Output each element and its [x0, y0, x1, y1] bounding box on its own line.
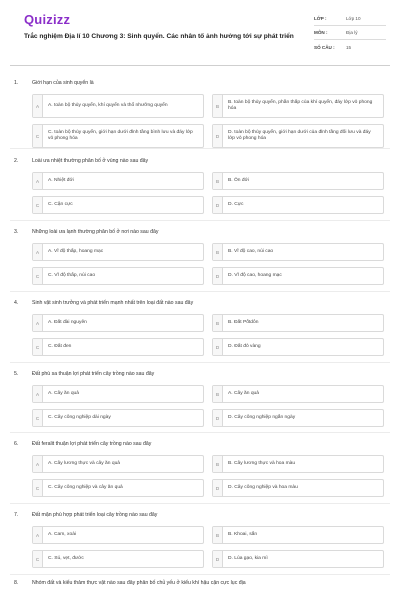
- option-text: C. Đất đen: [48, 343, 72, 349]
- question-7: [10, 512, 390, 562]
- option-d[interactable]: [212, 196, 384, 214]
- option-letter: A: [33, 173, 43, 189]
- question-8: [10, 580, 390, 588]
- question-text: Những loài ưa lạnh thường phân bố ở nơi nào sau đây: [32, 229, 159, 235]
- option-letter: B: [213, 315, 223, 331]
- question-number: 7.: [14, 512, 19, 518]
- meta-row-count: [314, 40, 386, 54]
- option-text: A. Vĩ độ thấp, hoang mạc: [48, 248, 104, 254]
- option-c[interactable]: [32, 267, 204, 285]
- meta-row-subject: [314, 26, 386, 40]
- option-letter: D: [213, 410, 223, 426]
- option-a[interactable]: [32, 243, 204, 261]
- option-letter: B: [213, 173, 223, 189]
- option-a[interactable]: [32, 314, 204, 332]
- question-number: 6.: [14, 441, 19, 447]
- option-a[interactable]: [32, 455, 204, 473]
- option-text: C. Cây công nghiệp và cây ăn quả: [48, 484, 123, 490]
- option-letter: B: [213, 244, 223, 260]
- meta-value: Lớp 10: [346, 16, 361, 21]
- quizizz-logo: Quizizz: [24, 12, 71, 27]
- option-text: A. toàn bộ thủy quyển, khí quyển và thổ nhưỡng quyển: [48, 102, 168, 108]
- option-letter: C: [33, 480, 43, 496]
- option-text: B. Đất Pốtdôn: [228, 319, 259, 325]
- question-text: Giới hạn của sinh quyển là: [32, 80, 94, 86]
- option-text: D. Cây công nghiệp ngắn ngày: [228, 414, 296, 420]
- option-text: D. Vĩ độ cao, hoang mạc: [228, 272, 282, 278]
- option-text: B. Cây lương thực và hoa màu: [228, 460, 296, 466]
- question-1: [10, 80, 390, 141]
- option-c[interactable]: [32, 338, 204, 356]
- option-d[interactable]: [212, 124, 384, 148]
- option-letter: B: [213, 95, 223, 117]
- question-number: 1.: [14, 80, 19, 86]
- option-b[interactable]: [212, 385, 384, 403]
- option-text: D. Đất đỏ vàng: [228, 343, 261, 349]
- meta-row-class: [314, 12, 386, 26]
- question-number: 8.: [14, 580, 19, 586]
- option-d[interactable]: [212, 409, 384, 427]
- option-letter: D: [213, 125, 223, 147]
- option-letter: A: [33, 456, 43, 472]
- option-text: C. toàn bộ thủy quyển, giới hạn dưới đỉnh tầng bình lưu và đáy lớp vỏ phong hóa: [48, 129, 193, 141]
- option-d[interactable]: [212, 338, 384, 356]
- option-letter: D: [213, 268, 223, 284]
- option-letter: A: [33, 244, 43, 260]
- option-text: D. Lúa gạo, kia mì: [228, 555, 268, 561]
- meta-table: [314, 12, 386, 54]
- option-letter: D: [213, 197, 223, 213]
- quiz-header: [10, 0, 390, 66]
- option-letter: C: [33, 339, 43, 355]
- option-letter: C: [33, 125, 43, 147]
- question-number: 2.: [14, 158, 19, 164]
- option-letter: D: [213, 551, 223, 567]
- option-letter: C: [33, 410, 43, 426]
- question-text: Nhóm đất và kiểu thảm thực vật nào sau đây phân bố chủ yếu ở kiểu khí hậu cận cực lục địa: [32, 580, 246, 586]
- option-text: C. Vĩ độ thấp, núi cao: [48, 272, 96, 278]
- question-5: [10, 371, 390, 421]
- question-text: Đất mặn phù hợp phát triển loại cây trồng nào sau đây: [32, 512, 158, 518]
- option-letter: C: [33, 551, 43, 567]
- option-a[interactable]: [32, 94, 204, 118]
- question-number: 3.: [14, 229, 19, 235]
- option-letter: D: [213, 339, 223, 355]
- option-a[interactable]: [32, 526, 204, 544]
- option-text: D. Cây công nghiệp và hoa màu: [228, 484, 298, 490]
- question-text: Loài ưa nhiệt thường phân bố ở vùng nào sau đây: [32, 158, 149, 164]
- option-text: A. Cây lương thực và cây ăn quả: [48, 460, 121, 466]
- option-c[interactable]: [32, 550, 204, 568]
- option-text: D. Cực: [228, 201, 244, 207]
- divider: [10, 220, 390, 221]
- question-6: [10, 441, 390, 491]
- option-text: B. Ôn đới: [228, 177, 249, 183]
- divider: [10, 291, 390, 292]
- meta-key: MÔN :: [314, 30, 328, 35]
- option-d[interactable]: [212, 479, 384, 497]
- option-c[interactable]: [32, 409, 204, 427]
- divider: [10, 362, 390, 363]
- option-letter: A: [33, 527, 43, 543]
- option-text: B. toàn bộ thủy quyển, phần thấp của khí quyển, đáy lớp vỏ phong hóa: [228, 99, 373, 111]
- question-text: Đất phù sa thuận lợi phát triển cây trồng nào sau đây: [32, 371, 155, 377]
- option-b[interactable]: [212, 526, 384, 544]
- option-text: A. Đất đài nguyên: [48, 319, 87, 325]
- option-letter: A: [33, 386, 43, 402]
- divider: [10, 432, 390, 433]
- option-text: C. Sú, vẹt, đước: [48, 555, 84, 561]
- option-b[interactable]: [212, 243, 384, 261]
- option-letter: C: [33, 268, 43, 284]
- option-a[interactable]: [32, 172, 204, 190]
- option-text: A. Cây ăn quả: [228, 390, 259, 396]
- option-text: C. Cây công nghiệp dài ngày: [48, 414, 111, 420]
- divider: [10, 574, 390, 575]
- option-b[interactable]: [212, 455, 384, 473]
- option-text: A. Cam, xoài: [48, 531, 76, 537]
- option-letter: B: [213, 386, 223, 402]
- meta-key: SỐ CÂU :: [314, 44, 335, 50]
- option-c[interactable]: [32, 479, 204, 497]
- option-b[interactable]: [212, 314, 384, 332]
- document-title: Trắc nghiệm Địa lí 10 Chương 3: Sinh quyển. Các nhân tố ảnh hưởng tới sự phát triển: [24, 33, 294, 40]
- option-text: A. Cây ăn quả: [48, 390, 79, 396]
- question-2: [10, 158, 390, 208]
- option-letter: B: [213, 456, 223, 472]
- option-d[interactable]: [212, 267, 384, 285]
- option-text: B. Vĩ độ cao, núi cao: [228, 248, 274, 254]
- option-a[interactable]: [32, 385, 204, 403]
- question-number: 5.: [14, 371, 19, 377]
- option-text: C. Cận cực: [48, 201, 73, 207]
- option-text: D. toàn bộ thủy quyển, giới hạn dưới của đỉnh tầng đối lưu và đáy lớp vỏ phong hóa: [228, 129, 371, 141]
- option-text: B. Khoai, sắn: [228, 531, 258, 537]
- option-d[interactable]: [212, 550, 384, 568]
- option-letter: B: [213, 527, 223, 543]
- divider: [10, 503, 390, 504]
- option-c[interactable]: [32, 124, 204, 148]
- option-letter: D: [213, 480, 223, 496]
- option-b[interactable]: [212, 172, 384, 190]
- option-b[interactable]: [212, 94, 384, 118]
- divider: [10, 148, 390, 149]
- option-text: A. Nhiệt đới: [48, 177, 74, 183]
- option-letter: A: [33, 95, 43, 117]
- question-text: Đất feralit thuận lợi phát triển cây trồng nào sau đây: [32, 441, 152, 447]
- option-letter: A: [33, 315, 43, 331]
- meta-value: Địa lý: [346, 30, 358, 35]
- option-letter: C: [33, 197, 43, 213]
- question-3: [10, 229, 390, 279]
- question-4: [10, 300, 390, 350]
- question-text: Sinh vật sinh trưởng và phát triển mạnh nhất trên loại đất nào sau đây: [32, 300, 194, 306]
- question-number: 4.: [14, 300, 19, 306]
- meta-value: 15: [346, 44, 352, 50]
- meta-key: LỚP :: [314, 16, 327, 21]
- option-c[interactable]: [32, 196, 204, 214]
